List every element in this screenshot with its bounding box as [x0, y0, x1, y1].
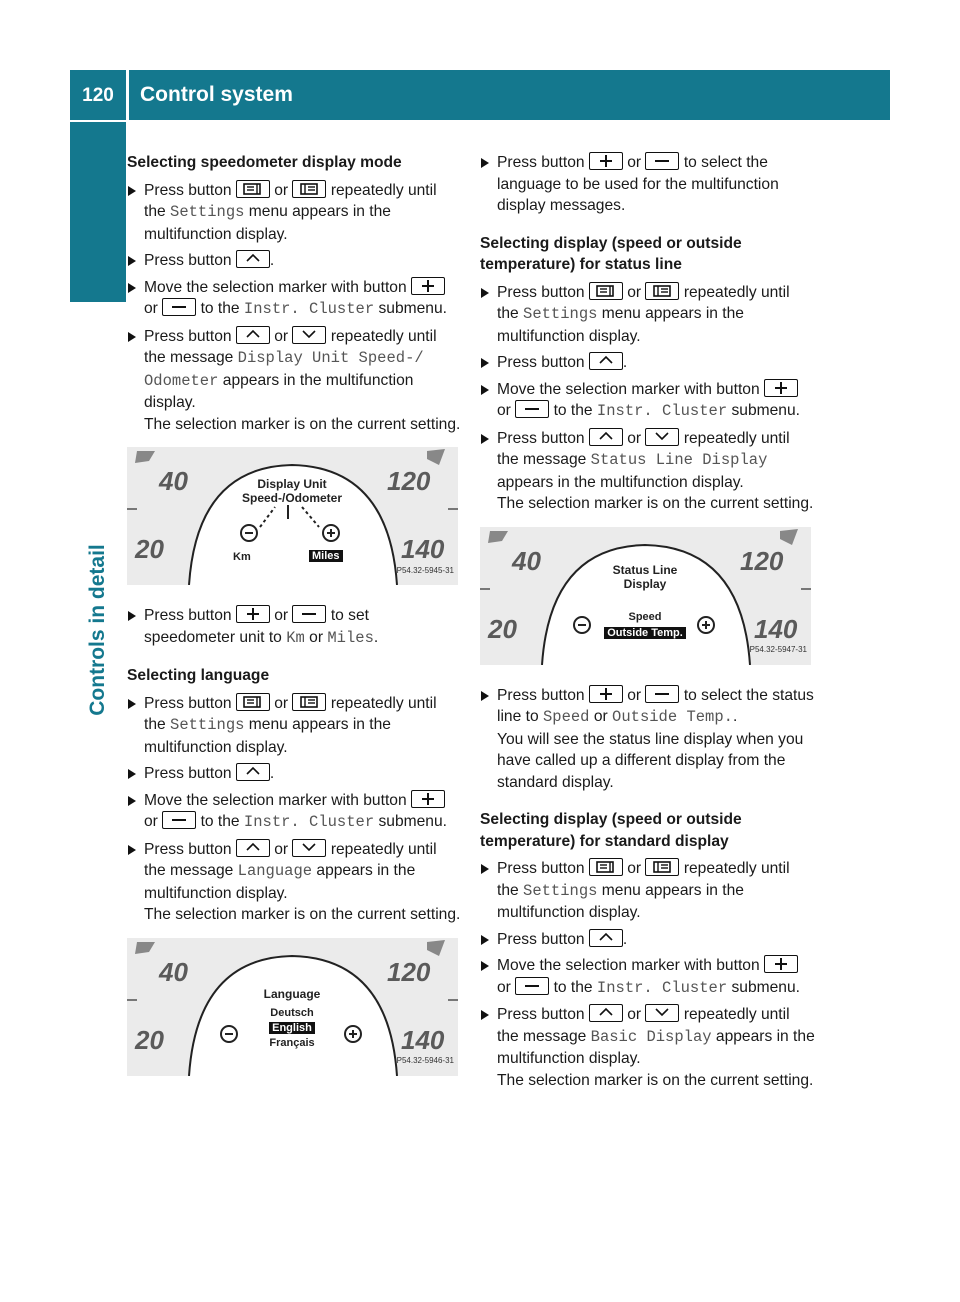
step-arrow-icon	[481, 288, 489, 298]
up-button-icon	[236, 763, 270, 781]
step-arrow-icon	[481, 864, 489, 874]
down-button-icon	[292, 839, 326, 857]
display-forward-button-icon	[292, 693, 326, 711]
instrument-cluster-image	[127, 938, 458, 1076]
up-button-icon	[589, 428, 623, 446]
gauge-label: 40	[159, 466, 188, 496]
image-code: P54.32-5945-31	[396, 565, 454, 575]
display-title: Status Line Display	[612, 562, 678, 591]
minus-button-icon	[515, 977, 549, 995]
step: Press button or repeatedly until the Settings menu appears in the multifunction display.	[127, 693, 462, 759]
up-button-icon	[589, 929, 623, 947]
step: Move the selection marker with button or to the Instr. Cluster submenu.	[127, 277, 462, 321]
plus-button-icon	[589, 152, 623, 170]
step: Press button or repeatedly until the message Language appears in the multifunction display. The selection marker is on the current setting.	[127, 839, 462, 926]
display-forward-button-icon	[292, 180, 326, 198]
display-options: Speed Outside Temp.	[590, 609, 700, 641]
step-arrow-icon	[128, 699, 136, 709]
step-arrow-icon	[481, 961, 489, 971]
step: Press button or to select the language to be used for the multifunction display messages.	[480, 152, 815, 217]
step: Press button or repeatedly until the Settings menu appears in the multifunction display.	[127, 180, 462, 246]
instrument-cluster-image	[127, 447, 458, 585]
gauge-label: 40	[159, 956, 188, 987]
step-arrow-icon	[128, 796, 136, 806]
display-back-button-icon	[589, 282, 623, 300]
step: Press button .	[480, 929, 815, 951]
down-button-icon	[292, 326, 326, 344]
sidebar-label: Controls in detail	[86, 544, 109, 716]
step-arrow-icon	[481, 434, 489, 444]
gauge-label: 20	[488, 613, 517, 644]
step-arrow-icon	[128, 769, 136, 779]
up-button-icon	[236, 250, 270, 268]
display-back-button-icon	[589, 858, 623, 876]
gauge-label: 120	[387, 956, 431, 987]
plus-button-icon	[764, 955, 798, 973]
up-button-icon	[589, 352, 623, 370]
step: Press button or repeatedly until the message Basic Display appears in the multifunction display. The selection marker is on the current setting.	[480, 1004, 815, 1091]
page-number: 120	[82, 85, 114, 106]
display-option: Km	[233, 551, 251, 563]
section-title: Control system	[140, 83, 293, 106]
instrument-cluster-image	[480, 527, 811, 665]
plus-button-icon	[236, 605, 270, 623]
step: Press button .	[127, 763, 462, 785]
plus-button-icon	[411, 277, 445, 295]
display-title: Language	[263, 986, 321, 1001]
step-arrow-icon	[128, 283, 136, 293]
minus-button-icon	[162, 811, 196, 829]
gauge-label: 40	[512, 545, 541, 576]
display-forward-button-icon	[645, 282, 679, 300]
gauge-label: 140	[401, 534, 445, 564]
display-option-selected: Miles	[309, 546, 343, 568]
up-button-icon	[236, 839, 270, 857]
section-heading: Selecting language	[127, 667, 270, 684]
step-arrow-icon	[481, 691, 489, 701]
step: Press button or to set speedometer unit to Km or Miles.	[127, 605, 462, 649]
step: Press button or repeatedly until the Settings menu appears in the multifunction display.	[480, 858, 815, 924]
header-divider	[126, 70, 129, 120]
gauge-label: 120	[387, 466, 431, 496]
gauge-label: 20	[135, 534, 164, 564]
up-button-icon	[236, 326, 270, 344]
minus-button-icon	[645, 685, 679, 703]
plus-button-icon	[589, 685, 623, 703]
step-arrow-icon	[128, 332, 136, 342]
right-column	[480, 152, 815, 1096]
down-button-icon	[645, 428, 679, 446]
step: Press button or repeatedly until the Settings menu appears in the multifunction display.	[480, 282, 815, 348]
display-back-button-icon	[236, 180, 270, 198]
gauge-label: 20	[135, 1024, 164, 1055]
plus-button-icon	[411, 790, 445, 808]
step-arrow-icon	[481, 385, 489, 395]
display-title: Display Unit Speed-/Odometer	[241, 477, 343, 505]
gauge-label: 140	[401, 1024, 445, 1055]
section-heading: Selecting speedometer display mode	[127, 154, 402, 171]
step: Move the selection marker with button or to the Instr. Cluster submenu.	[480, 379, 815, 423]
step: Press button or repeatedly until the message Display Unit Speed-/ Odometer appears in the multifunction display. The selection marker is on the current setting.	[127, 326, 462, 436]
sidebar-tab	[70, 122, 126, 302]
step: Press button or repeatedly until the message Status Line Display appears in the multifunction display. The selection marker is on the current setting.	[480, 428, 815, 515]
step: Move the selection marker with button or to the Instr. Cluster submenu.	[127, 790, 462, 834]
step: Press button or to select the status line to Speed or Outside Temp.. You will see the status line display when you have called up a different display from the standard display.	[480, 685, 815, 794]
up-button-icon	[589, 1004, 623, 1022]
section-heading: Selecting display (speed or outside temperature) for standard display	[480, 811, 742, 850]
step-arrow-icon	[128, 845, 136, 855]
display-options: Deutsch English Français	[269, 1006, 315, 1049]
section-heading: Selecting display (speed or outside temperature) for status line	[480, 234, 742, 273]
minus-button-icon	[292, 605, 326, 623]
step-arrow-icon	[128, 611, 136, 621]
image-code: P54.32-5947-31	[749, 645, 807, 654]
gauge-label: 120	[740, 545, 784, 576]
plus-button-icon	[764, 379, 798, 397]
step-arrow-icon	[481, 358, 489, 368]
step-arrow-icon	[481, 158, 489, 168]
left-column	[127, 152, 462, 1096]
step-arrow-icon	[128, 256, 136, 266]
step: Press button .	[480, 352, 815, 374]
gauge-label: 140	[754, 613, 798, 644]
minus-button-icon	[162, 298, 196, 316]
display-back-button-icon	[236, 693, 270, 711]
display-forward-button-icon	[645, 858, 679, 876]
image-code: P54.32-5946-31	[396, 1056, 454, 1065]
step-arrow-icon	[481, 935, 489, 945]
page-header	[70, 70, 890, 120]
minus-button-icon	[515, 400, 549, 418]
step-arrow-icon	[481, 1010, 489, 1020]
minus-button-icon	[645, 152, 679, 170]
step: Press button .	[127, 250, 462, 272]
down-button-icon	[645, 1004, 679, 1022]
step: Move the selection marker with button or to the Instr. Cluster submenu.	[480, 955, 815, 999]
step-arrow-icon	[128, 186, 136, 196]
